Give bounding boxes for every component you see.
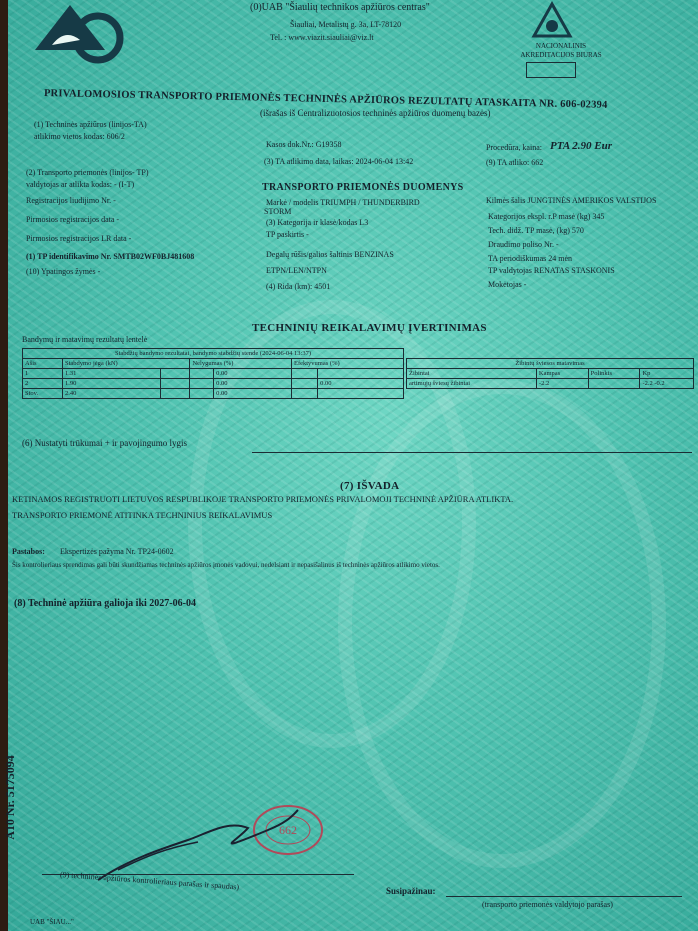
first-registration-field: Pirmosios registracijos data - [26,215,120,224]
accreditation-label: NACIONALINIS AKREDITACIJOS BIURAS [520,42,602,59]
table-row: 2 1.90 0.00 0.00 [23,379,404,389]
table-row: Stov. 2.40 0.00 [23,389,404,399]
inspector-code: (9) TA atliko: 662 [486,158,544,167]
company-logo-icon [30,0,125,62]
owner-signature-caption: (transporto priemonės valdytojo parašas) [482,900,613,909]
validity-date: (8) Techninė apžiūra galioja iki 2027-06-04 [14,598,196,609]
table-header: Kampas [536,369,588,379]
inspection-place-code: atlikimo vietos kodas: 606/2 [34,132,125,141]
insurance-policy: Draudimo poliso Nr. - [488,240,559,249]
origin-country: Kilmės šalis JUNGTINĖS AMERIKOS VALSTIJOS [486,196,657,205]
model-suffix: STORM [264,207,292,216]
vin-field: (1) TP identifikavimo Nr. SMTB02WF0BJ481608 [26,252,195,261]
procedure-label: Procedūra, kaina: [486,143,542,152]
brake-results-table [22,348,404,399]
table-header: Nelygumas (%) [190,359,292,369]
fuel-field: Degalų rūšis/galios šaltinis BENZINAS [266,250,394,259]
table-header: Efektyvumas (%) [291,359,403,369]
table-header: Žibintai [407,369,537,379]
special-marks-field: (10) Ypatingos žymės - [26,267,101,276]
purpose-field: TP paskirtis - [266,230,309,239]
max-mass: Tech. didž. TP masė, (kg) 570 [488,226,584,235]
accreditation-logo-icon [530,2,574,40]
notes-label: Pastabos: [12,547,45,556]
empty-mass: Kategorijos ekspl. r.P masė (kg) 345 [488,212,605,221]
vehicle-data-heading: TRANSPORTO PRIEMONĖS DUOMENYS [262,182,464,193]
procedure-price: PTA 2.90 Eur [550,140,613,152]
table-row: 1 1.31 0.00 [23,369,404,379]
company-name: (0)UAB "Šiaulių technikos apžiūros centras" [250,2,430,13]
etpn-field: ETPN/LEN/NTPN [266,266,327,275]
report-subtitle: (išrašas iš Centralizuotosios techninės apžiūros duomenų bazės) [260,108,491,118]
stamp-number: 662 [279,823,297,837]
accreditation-box [526,62,576,78]
first-registration-lt-field: Pirmosios registracijos LR data - [26,234,132,243]
report-title: PRIVALOMOSIOS TRANSPORTO PRIEMONĖS TECHNINĖS APŽIŪROS REZULTATŲ ATASKAITA NR. 606-02394 [43,88,608,111]
document-paper [2,0,698,931]
company-phone: Tel. : www.viazit.siauliai@viz.lt [270,33,374,42]
make-model-field: Markė / modelis TRIUMPH / THUNDERBIRD [266,198,420,207]
category-field: (3) Kategorija ir klasė/kodas L3 [266,218,369,227]
form-serial-number: A10 Nr. 5175094 [2,755,17,840]
headlight-results-table [406,358,694,389]
table-header: Kp [640,369,694,379]
vehicle-owner: TP valdytojas RENATAS STASKONIS [488,266,615,275]
inspection-datetime: (3) TA atlikimo data, laikas: 2024-06-04 13:42 [264,157,414,166]
mileage-field: (4) Rida (km): 4501 [266,282,331,291]
conclusion-text-1: KETINAMOS REGISTRUOTI LIETUVOS RESPUBLIKOJE TRANSPORTO PRIEMONĖS PRIVALOMOJI TECHNINĖ APŽIŪRA ATLIKTA. [12,494,514,504]
registration-cert-field: Registracijos liudijimo Nr. - [26,196,116,205]
cash-doc-number: Kasos dok.Nr.: G19358 [266,140,342,149]
company-address: Šiauliai, Metalistų g. 3a, LT-78120 [290,20,402,29]
inspector-signature-caption: (9) techninės apžiūros kontrolieriaus parašas ir spaudas) [59,870,240,892]
vehicle-holder-label: (2) Transporto priemonės (linijos- TP) [26,168,149,177]
inspection-place-label: (1) Techninės apžiūros (linijos-TA) [34,120,147,129]
headlight-table-caption: Žibintų šviesos matavimas [407,359,694,369]
defects-label: (6) Nustatyti trūkumai + ir pavojingumo lygis [22,438,188,448]
conclusion-text-2: TRANSPORTO PRIEMONĖ ATITINKA TECHNINIUS REIKALAVIMUS [12,510,273,520]
vehicle-holder-code: valdytojas ar atlikta kodas: - (I-T) [26,180,135,189]
requirements-heading: TECHNINIŲ REIKALAVIMŲ ĮVERTINIMAS [252,322,487,334]
inspection-period: TA periodiškumas 24 mėn [488,254,573,263]
footer-company: UAB "ŠIAU..." [30,918,74,926]
results-table-label: Bandymų ir matavimų rezultatų lentelė [22,335,148,344]
table-header: Polinkis [588,369,640,379]
appeal-notice: Šis kontrolieriaus sprendimas gali būti skundžiamas techninės apžiūros įmonės vadovui, nedelsiant ir nepasišalinus iš techninės apžiūros atlikimo vietos. [12,561,440,569]
owner-signature-line [446,896,682,897]
guilloche-pattern [338,380,666,868]
acquainted-label: Susipažinau: [386,886,436,896]
defects-line [252,452,692,453]
table-row: artimųjų šviesų žibintai -2.2 -2.2 -0.2 [407,379,694,389]
payer-field: Mokėtojas - [488,280,527,289]
table-header: Ašis [23,359,63,369]
brake-table-caption: Stabdžių bandymo rezultatai, bandymo stabdžių stende (2024-06-04 13:37) [23,349,404,359]
notes-text: Ekspertizės pažyma Nr. TP24-0602 [60,547,174,556]
table-header: Stabdymo jėga (kN) [63,359,190,369]
conclusion-heading: (7) IŠVADA [340,480,400,492]
